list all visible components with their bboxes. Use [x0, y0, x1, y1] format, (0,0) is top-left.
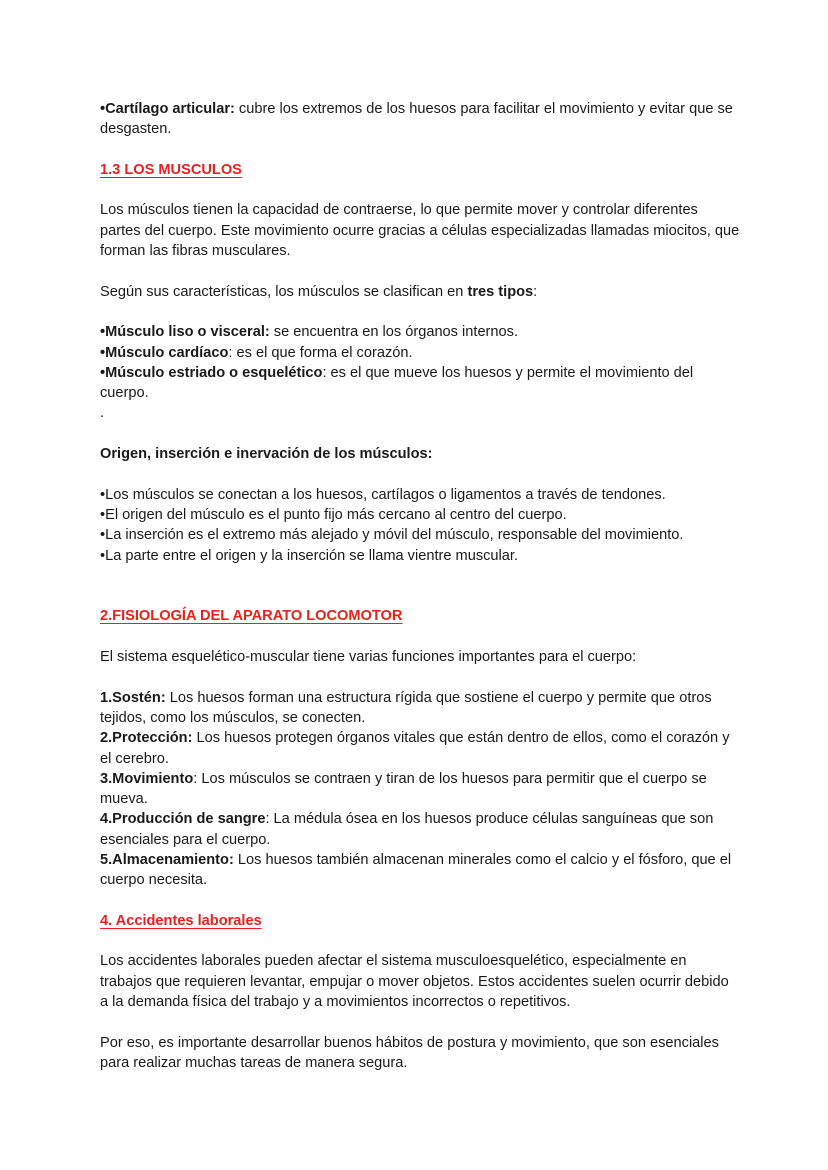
cartilago-paragraph: •Cartílago articular: cubre los extremos de los huesos para facilitar el movimiento y evitar que se desgasten. [100, 101, 733, 138]
list-item: •El origen del músculo es el punto fijo más cercano al centro del cuerpo. [100, 506, 567, 523]
list-item: 3.Movimiento: Los músculos se contraen y tiran de los huesos para permitir que el cuerpo se mueva. [100, 770, 707, 808]
section-heading-accidentes: 4. Accidentes laborales [100, 912, 262, 929]
list-item: 1.Sostén: Los huesos forman una estructura rígida que sostiene el cuerpo y permite que otros tejidos, como los músculos, se conecten. [100, 689, 712, 726]
subheading-origen: Origen, inserción e inervación de los músculos: [100, 446, 433, 463]
term-label: •Cartílago articular: [100, 101, 235, 117]
fisiologia-intro: El sistema esquelético-muscular tiene varias funciones importantes para el cuerpo: [100, 649, 637, 666]
list-item: •La inserción es el extremo más alejado y móvil del músculo, responsable del movimiento. [100, 527, 684, 544]
list-item: 4.Producción de sangre: La médula ósea en los huesos produce células sanguíneas que son esenciales para el cuerpo. [100, 811, 714, 848]
list-item: •Los músculos se conectan a los huesos, cartílagos o ligamentos a través de tendones. [100, 486, 666, 503]
accidentes-paragraph-1: Los accidentes laborales pueden afectar el sistema musculoesquelético, especialmente en trabajos que requieren levantar, empujar o mover objetos. Estos accidentes suelen ocurrir debido a la demanda física del trabajo y a movimientos incorrectos o repetitivos. [100, 953, 729, 1011]
list-item: 2.Protección: Los huesos protegen órganos vitales que están dentro de ellos, como el corazón y el cerebro. [100, 730, 730, 767]
accidentes-paragraph-2: Por eso, es importante desarrollar buenos hábitos de postura y movimiento, que son esenciales para realizar muchas tareas de manera segura. [100, 1034, 719, 1071]
list-item: •Músculo cardíaco: es el que forma el corazón. [100, 344, 413, 361]
musculos-intro: Los músculos tienen la capacidad de contraerse, lo que permite mover y controlar diferentes partes del cuerpo. Este movimiento ocurre gracias a células especializadas llamadas miocitos, que forman las fibras musculares. [100, 202, 740, 260]
stray-dot: . [100, 405, 105, 422]
document-page [100, 99, 740, 1073]
list-item: •La parte entre el origen y la inserción se llama vientre muscular. [100, 547, 518, 564]
list-item: •Músculo estriado o esquelético: es el que mueve los huesos y permite el movimiento del cuerpo. [100, 364, 694, 402]
list-item: •Músculo liso o visceral: se encuentra en los órganos internos. [100, 324, 519, 341]
list-item: 5.Almacenamiento: Los huesos también almacenan minerales como el calcio y el fósforo, que el cuerpo necesita. [100, 851, 732, 889]
musculos-classification: Según sus características, los músculos se clasifican en tres tipos: [100, 283, 538, 300]
section-heading-fisiologia: 2.FISIOLOGÍA DEL APARATO LOCOMOTOR [100, 608, 403, 625]
section-heading-musculos: 1.3 LOS MUSCULOS [100, 161, 242, 178]
